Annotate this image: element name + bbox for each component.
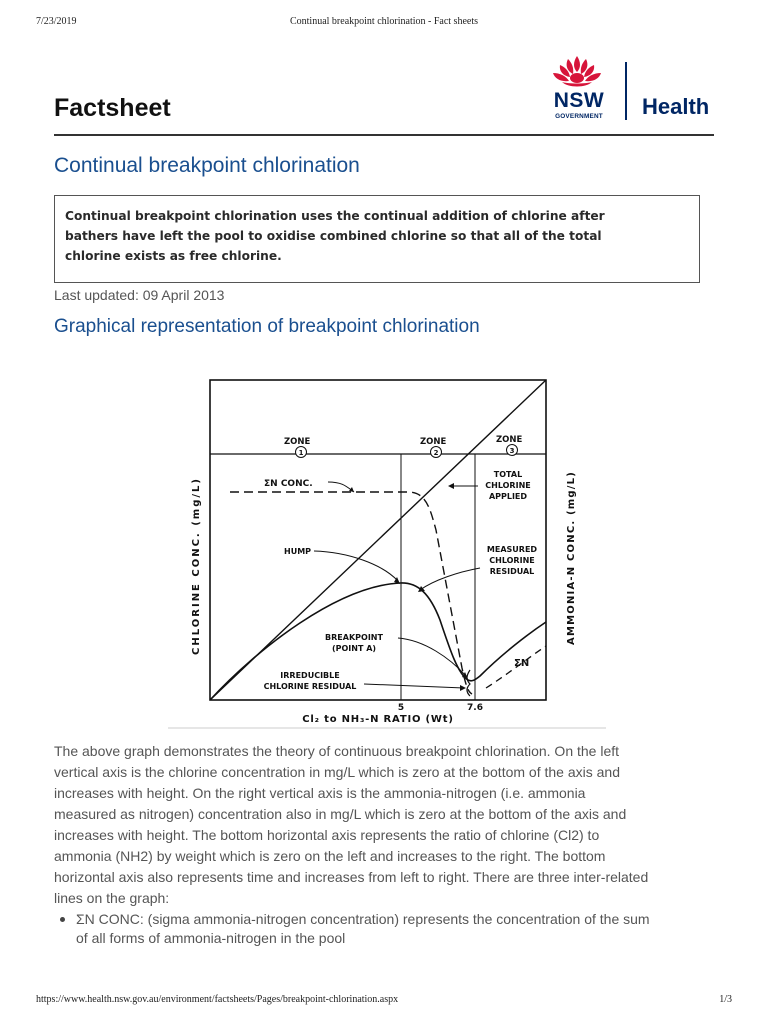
hump-label: HUMP	[284, 547, 312, 556]
body-line: The above graph demonstrates the theory of continuous breakpoint chlorination. On the left	[54, 743, 620, 759]
header-divider	[54, 134, 714, 136]
irreducible-label-1: IRREDUCIBLE	[280, 671, 340, 680]
irreducible-arrowhead	[460, 685, 466, 691]
breakpoint-chlorination-figure	[168, 358, 606, 730]
zone-1-number: 1	[298, 449, 304, 457]
nsw-health-logo[interactable]	[546, 54, 722, 126]
breakpoint-label-1: BREAKPOINT	[325, 633, 383, 642]
waratah-icon	[548, 54, 606, 90]
section-title: Graphical representation of breakpoint chlorination	[54, 316, 480, 337]
measured-residual-arrow	[420, 568, 480, 590]
page-url-link[interactable]: https://www.health.nsw.gov.au/environment/factsheets/Pages/breakpoint-chlorination.aspx	[36, 994, 399, 1005]
government-wordmark: GOVERNMENT	[555, 113, 603, 120]
irreducible-label-2: CHLORINE RESIDUAL	[263, 682, 357, 691]
x-tick-5: 5	[397, 703, 405, 713]
nsw-wordmark: NSW	[553, 89, 605, 112]
list-item	[54, 910, 718, 948]
bullet-dot-icon	[60, 917, 65, 922]
page-number: 1/3	[719, 994, 732, 1005]
print-footer	[36, 994, 732, 1008]
sigma-n-label: ΣN	[514, 658, 530, 669]
total-chlorine-label-3: APPLIED	[488, 492, 528, 501]
print-date: 7/23/2019	[36, 16, 77, 27]
total-chlorine-arrowhead	[448, 483, 454, 489]
bullet-list	[54, 910, 718, 948]
logo-divider	[625, 62, 627, 120]
body-line: measured as nitrogen) concentration also in mg/L which is zero at the bottom of the axis and	[54, 806, 627, 822]
measured-residual-label-3: RESIDUAL	[489, 567, 535, 576]
summary-line: bathers have left the pool to oxidise combined chlorine so that all of the total	[65, 229, 602, 243]
bullet-line: ΣN CONC: (sigma ammonia-nitrogen concentration) represents the concentration of the sum	[76, 911, 650, 927]
print-header	[36, 16, 732, 30]
body-line: ammonia (NH2) by weight which is zero on the left and increases to the right. The bottom	[54, 848, 606, 864]
body-paragraph	[54, 741, 718, 909]
left-axis-label: CHLORINE CONC. (mg/L)	[191, 477, 202, 655]
hump-arrow	[314, 551, 398, 581]
factsheet-heading: Factsheet	[54, 94, 171, 122]
body-line: increases with height. On the right vertical axis is the ammonia-nitrogen (i.e. ammonia	[54, 785, 586, 801]
health-wordmark: Health	[642, 94, 710, 119]
x-tick-7-6: 7.6	[467, 703, 483, 713]
zone-3-label: ZONE	[496, 435, 523, 445]
zone-3-number: 3	[509, 447, 515, 455]
x-axis-label: Cl₂ to NH₃-N RATIO (Wt)	[302, 714, 454, 725]
breakpoint-arrow	[398, 638, 466, 676]
summary-box	[54, 195, 700, 283]
irreducible-arrow	[364, 684, 464, 688]
zone-2-label: ZONE	[420, 437, 447, 447]
summary-line: Continual breakpoint chlorination uses the continual addition of chlorine after	[65, 209, 605, 223]
page-title: Continual breakpoint chlorination	[54, 154, 360, 177]
bullet-line: of all forms of ammonia-nitrogen in the pool	[76, 930, 346, 946]
zone-1-label: ZONE	[284, 437, 311, 447]
sigma-n-conc-line	[230, 492, 472, 694]
breakpoint-label-2: (POINT A)	[331, 644, 377, 653]
body-line: horizontal axis also represents time and increases from left to right. There are three inter-related	[54, 869, 649, 885]
print-title: Continual breakpoint chlorination - Fact sheets	[289, 16, 478, 27]
sigma-n-conc-arrowhead	[349, 487, 354, 492]
measured-residual-label-2: CHLORINE	[489, 556, 535, 565]
right-axis-label: AMMONIA-N CONC. (mg/L)	[566, 471, 577, 645]
sigma-n-conc-label: ΣN CONC.	[264, 479, 313, 489]
last-updated: Last updated: 09 April 2013	[54, 287, 225, 303]
body-line: increases with height. The bottom horizontal axis represents the ratio of chlorine (Cl2) to	[54, 827, 600, 843]
total-chlorine-label-2: CHLORINE	[485, 481, 531, 490]
summary-line: chlorine exists as free chlorine.	[65, 249, 282, 263]
figure-svg	[168, 358, 606, 730]
body-line: vertical axis is the chlorine concentration in mg/L which is zero at the bottom of the axis and	[54, 764, 620, 780]
total-chlorine-label-1: TOTAL	[493, 470, 523, 479]
zone-2-number: 2	[433, 449, 439, 457]
measured-residual-label-1: MEASURED	[486, 545, 538, 554]
body-line: lines on the graph:	[54, 890, 170, 906]
